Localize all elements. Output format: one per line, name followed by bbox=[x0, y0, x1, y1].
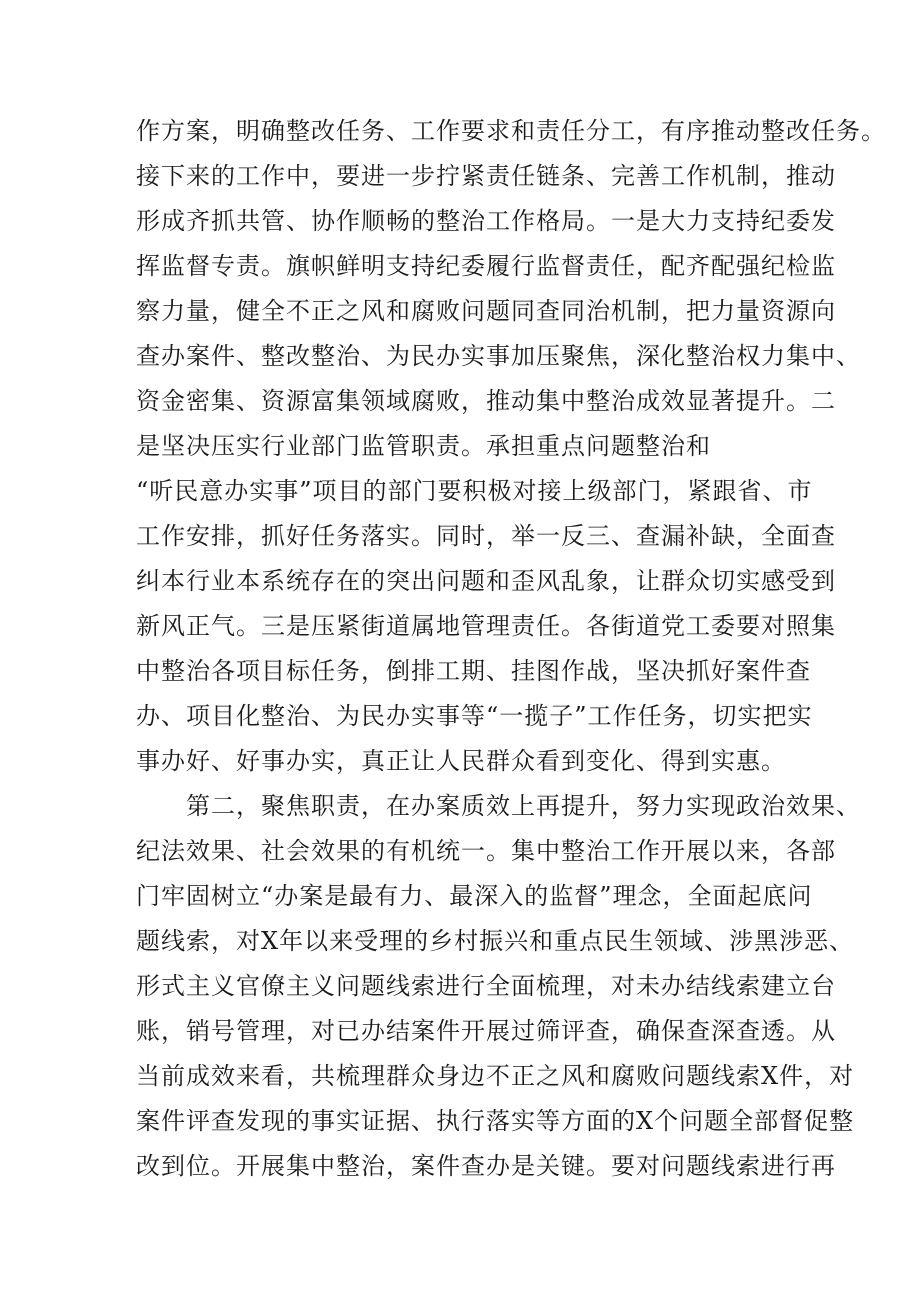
text-line: 形成齐抓共管、协作顺畅的整治工作格局。一是大力支持纪委发 bbox=[136, 207, 836, 235]
text-line: 是坚决压实行业部门监管职责。承担重点问题整治和 bbox=[136, 432, 711, 460]
text-line: 门牢固树立“办案是最有力、最深入的监督”理念，全面起底问 bbox=[136, 882, 813, 910]
text-line: 接下来的工作中，要进一步拧紧责任链条、完善工作机制，推动 bbox=[136, 162, 836, 190]
text-line: “听民意办实事”项目的部门要积极对接上级部门，紧跟省、市 bbox=[136, 477, 813, 505]
text-line: 题线索，对X年以来受理的乡村振兴和重点民生领域、涉黑涉恶、 bbox=[136, 927, 855, 955]
text-line: 作方案，明确整改任务、工作要求和责任分工，有序推动整改任务。 bbox=[136, 117, 886, 145]
text-line: 事办好、好事办实，真正让人民群众看到变化、得到实惠。 bbox=[136, 747, 786, 775]
text-line: 新风正气。三是压紧街道属地管理责任。各街道党工委要对照集 bbox=[136, 612, 836, 640]
text-line: 挥监督专责。旗帜鲜明支持纪委履行监督责任，配齐配强纪检监 bbox=[136, 252, 836, 280]
text-line: 账，销号管理，对已办结案件开展过筛评查，确保查深查透。从 bbox=[136, 1017, 836, 1045]
text-line: 察力量，健全不正之风和腐败问题同查同治机制，把力量资源向 bbox=[136, 297, 836, 325]
text-line: 纠本行业本系统存在的突出问题和歪风乱象，让群众切实感受到 bbox=[136, 567, 836, 595]
text-line: 改到位。开展集中整治，案件查办是关键。要对问题线索进行再 bbox=[136, 1152, 836, 1180]
text-line: 案件评查发现的事实证据、执行落实等方面的X个问题全部督促整 bbox=[136, 1107, 855, 1135]
text-line: 形式主义官僚主义问题线索进行全面梳理，对未办结线索建立台 bbox=[136, 972, 836, 1000]
text-line: 中整治各项目标任务，倒排工期、挂图作战，坚决抓好案件查 bbox=[136, 657, 811, 685]
text-line: 办、项目化整治、为民办实事等“一揽子”工作任务，切实把实 bbox=[136, 702, 813, 730]
text-line: 资金密集、资源富集领域腐败，推动集中整治成效显著提升。二 bbox=[136, 387, 836, 415]
text-line: 工作安排，抓好任务落实。同时，举一反三、查漏补缺，全面查 bbox=[136, 522, 836, 550]
text-line: 查办案件、整改整治、为民办实事加压聚焦，深化整治权力集中、 bbox=[136, 342, 861, 370]
paragraph-start-line: 第二，聚焦职责，在办案质效上再提升，努力实现政治效果、 bbox=[136, 792, 861, 820]
text-line: 纪法效果、社会效果的有机统一。集中整治工作开展以来，各部 bbox=[136, 837, 836, 865]
text-line: 当前成效来看，共梳理群众身边不正之风和腐败问题线索X件，对 bbox=[136, 1062, 855, 1090]
